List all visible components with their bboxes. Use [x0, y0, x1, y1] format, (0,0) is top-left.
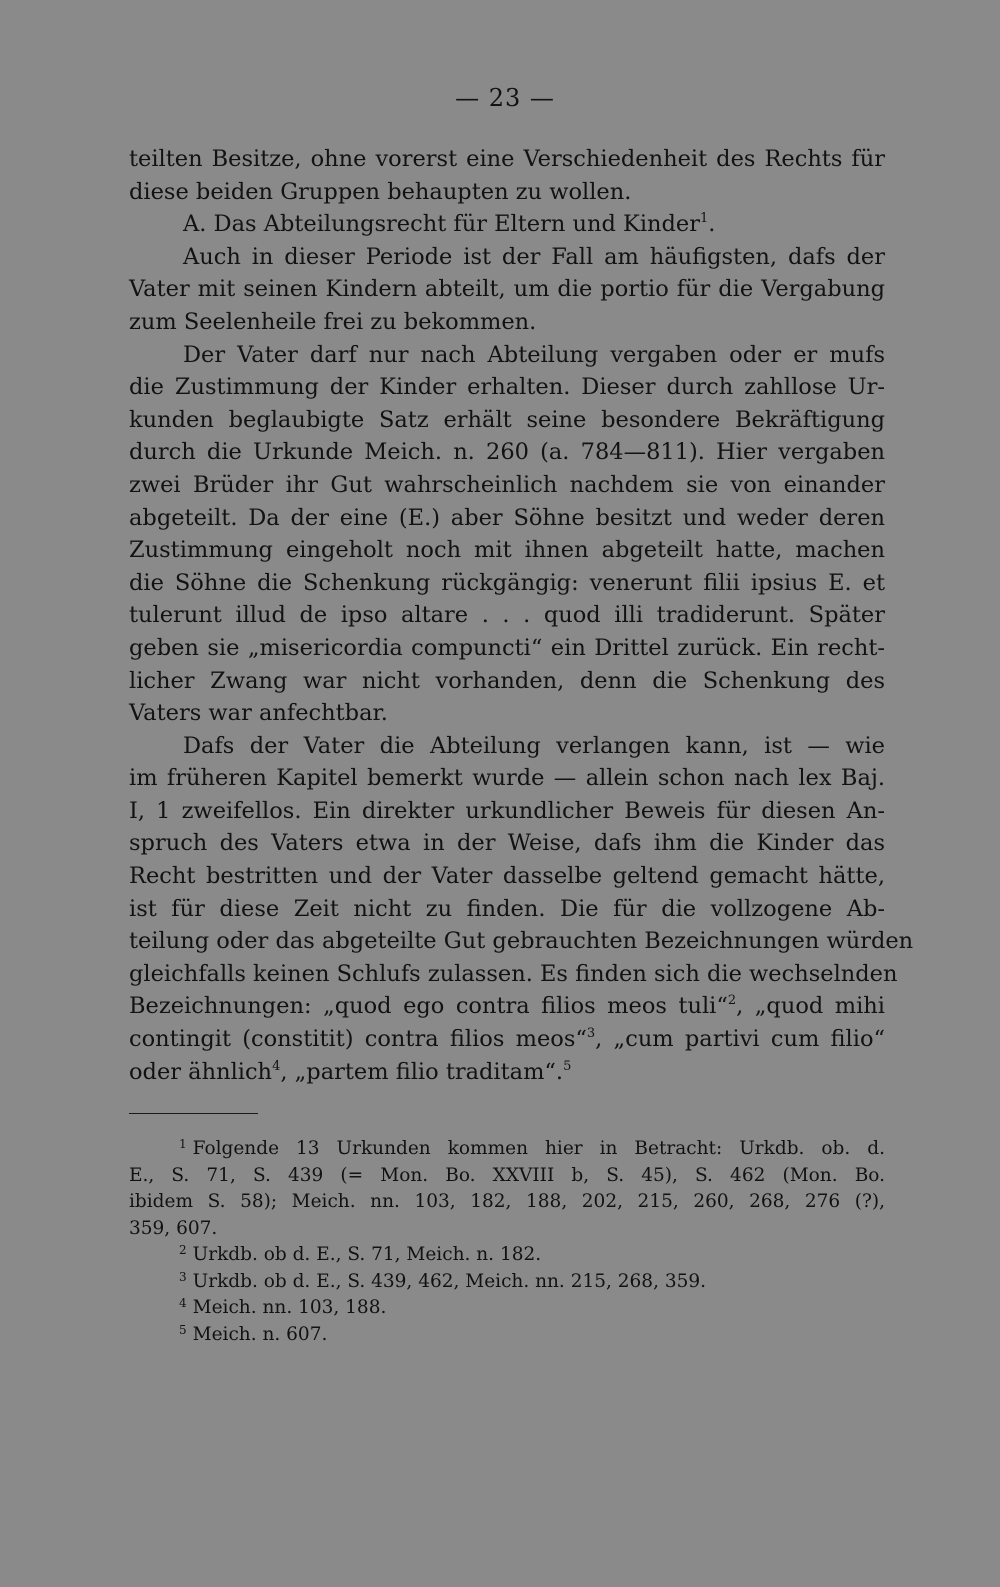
line-text-tail: , „cum partivi cum filio“ [595, 1026, 885, 1053]
text-line [129, 893, 885, 926]
text-line [129, 567, 885, 600]
text-line [129, 1056, 885, 1089]
text-line [129, 241, 885, 274]
line-text-tail: . [708, 211, 716, 238]
text-line [129, 502, 885, 535]
footnote-line [129, 1136, 885, 1163]
line-text: Zustimmung eingeholt noch mit ihnen abgeteilt hatte, machen [129, 537, 885, 564]
text-line [129, 925, 914, 958]
footnote-line [129, 1189, 885, 1216]
line-text: im früheren Kapitel bemerkt wurde — allein schon nach lex Baj. [129, 765, 885, 792]
footnote-line [129, 1216, 885, 1243]
footnote-number: 2 [179, 1243, 187, 1257]
footnote-line [129, 1269, 885, 1296]
footnote-text: ibidem S. 58); Meich. nn. 103, 182, 188, 202, 215, 260, 268, 276 (?), [129, 1191, 885, 1212]
text-line [129, 762, 885, 795]
line-text: teilten Besitze, ohne vorerst eine Verschiedenheit des Rechts für [129, 146, 885, 172]
line-text: kunden beglaubigte Satz erhält seine besondere Bekräftigung [129, 406, 885, 433]
footnote-text: Urkdb. ob d. E., S. 71, Meich. n. 182. [192, 1244, 542, 1265]
line-text: contingit (constitit) contra filios meos“ [129, 1026, 587, 1053]
line-text: Der Vater darf nur nach Abteilung vergaben oder er mufs [183, 341, 885, 368]
footnote-line [129, 1322, 885, 1349]
line-text: I, 1 zweifellos. Ein direkter urkundlicher Beweis für diesen An- [129, 797, 885, 824]
line-text: gleichfalls keinen Schlufs zulassen. Es finden sich die wechselnden [129, 960, 898, 987]
footnote-reference: 1 [700, 211, 709, 227]
line-text: A. Das Abteilungsrecht für Eltern und Kinder [183, 211, 701, 238]
line-text: Vater mit seinen Kindern abteilt, um die portio für die Vergabung [129, 276, 885, 303]
text-line [129, 306, 885, 339]
footnote-line [129, 1163, 885, 1190]
text-line [129, 339, 885, 372]
footnotes [129, 1136, 885, 1348]
line-text: licher Zwang war nicht vorhanden, denn die Schenkung des [129, 667, 885, 694]
footnote-text: Urkdb. ob d. E., S. 439, 462, Meich. nn. 215, 268, 359. [192, 1270, 707, 1292]
text-line [129, 958, 898, 991]
line-text: durch die Urkunde Meich. n. 260 (a. 784—811). Hier vergaben [129, 439, 885, 466]
text-line [129, 436, 885, 469]
page-number: — 23 — [455, 84, 555, 112]
text-line [129, 632, 885, 665]
line-text-tail: , „quod mihi [736, 993, 885, 1020]
footnote-reference: 4 [272, 1058, 281, 1074]
line-text-tail: , „partem filio traditam“. [280, 1058, 564, 1085]
footnote-divider [129, 1113, 258, 1114]
footnote-number: 4 [179, 1296, 187, 1310]
text-line [129, 176, 885, 209]
footnote-reference: 5 [563, 1058, 572, 1074]
line-text: Bezeichnungen: „quod ego contra filios meos tuli“ [129, 993, 728, 1020]
footnote-number: 3 [179, 1269, 187, 1284]
text-line [129, 599, 885, 632]
text-line [129, 860, 885, 893]
line-text: Recht bestritten und der Vater dasselbe geltend gemacht hätte, [129, 863, 885, 890]
footnote-reference: 2 [727, 993, 737, 1009]
line-text: tulerunt illud de ipso altare . . . quod illi tradiderunt. Später [129, 602, 885, 629]
line-text: geben sie „misericordia compuncti“ ein Drittel zurück. Ein recht- [129, 634, 885, 661]
line-text: spruch des Vaters etwa in der Weise, dafs ihm die Kinder das [129, 830, 885, 857]
line-text: die Zustimmung der Kinder erhalten. Dieser durch zahllose Ur- [129, 374, 885, 401]
text-line [129, 730, 885, 763]
text-line [129, 371, 885, 404]
text-line [129, 795, 885, 828]
line-text: abgeteilt. Da der eine (E.) aber Söhne besitzt und weder deren [129, 504, 885, 531]
footnote-number: 5 [179, 1322, 187, 1337]
text-line [129, 273, 885, 306]
text-line [129, 404, 885, 437]
footnote-number: 1 [179, 1137, 187, 1151]
footnote-text: Folgende 13 Urkunden kommen hier in Betracht: Urkdb. ob. d. [192, 1138, 885, 1159]
footnote-text: E., S. 71, S. 439 (= Mon. Bo. XXVIII b, S. 45), S. 462 (Mon. Bo. [129, 1164, 885, 1186]
text-line [129, 469, 885, 502]
footnote-line [129, 1242, 885, 1269]
text-line [129, 143, 885, 176]
text-line [129, 208, 885, 241]
footnote-line [129, 1295, 885, 1322]
body-text [129, 143, 914, 1088]
text-line [129, 665, 885, 698]
text-line [129, 534, 885, 567]
line-text: zum Seelenheile frei zu bekommen. [129, 308, 537, 335]
text-line [129, 990, 885, 1023]
footnote-text: Meich. n. 607. [192, 1323, 328, 1345]
line-text: Dafs der Vater die Abteilung verlangen kann, ist — wie [183, 732, 885, 759]
footnote-text: 359, 607. [129, 1217, 218, 1239]
line-text: oder ähnlich [129, 1058, 273, 1085]
line-text: zwei Brüder ihr Gut wahrscheinlich nachdem sie von einander [129, 471, 885, 498]
line-text: die Söhne die Schenkung rückgängig: venerunt filii ipsius E. et [129, 569, 885, 596]
footnote-text: Meich. nn. 103, 188. [192, 1297, 387, 1318]
line-text: diese beiden Gruppen behaupten zu wollen. [129, 178, 632, 205]
line-text: Auch in dieser Periode ist der Fall am häufigsten, dafs der [183, 243, 885, 270]
text-line [129, 827, 885, 860]
footnote-reference: 3 [586, 1026, 596, 1042]
line-text: ist für diese Zeit nicht zu finden. Die für die vollzogene Ab- [129, 895, 885, 922]
text-line [129, 697, 885, 730]
text-line [129, 1023, 885, 1056]
line-text: teilung oder das abgeteilte Gut gebrauchten Bezeichnungen würden [129, 928, 914, 955]
line-text: Vaters war anfechtbar. [129, 700, 388, 727]
